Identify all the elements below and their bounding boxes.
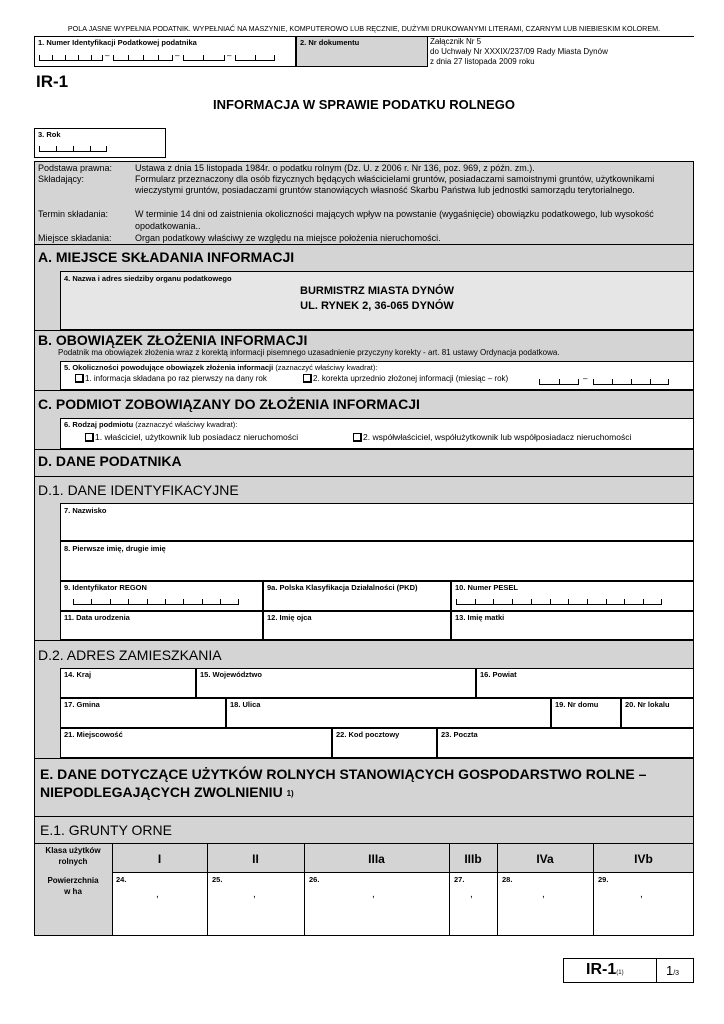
option-owner[interactable]: 1. właściciel, użytkownik lub posiadacz nieruchomości [85, 432, 298, 442]
house-number-field[interactable]: 19. Nr domu [551, 698, 621, 728]
area-field-26[interactable]: 26. , [305, 873, 449, 935]
nip-ticks-3 [183, 55, 225, 61]
document-number-field [296, 36, 428, 67]
correction-month-ticks[interactable] [539, 379, 579, 385]
deadline-text-2: opodatkowania.. [135, 221, 201, 231]
class-iva: IVa [536, 852, 554, 866]
locality-field[interactable]: 21. Miejscowość [60, 728, 332, 758]
top-notice: POLA JASNE WYPEŁNIA PODATNIK. WYPEŁNIAĆ NA MASZYNIE, KOMPUTEROWO LUB RĘCZNIE, DUŻYMI DRUKOWANYMI LITERAMI, CZARNYM LUB NIEBIESKIM KOLOREM. [67, 24, 661, 33]
field5-label: 5. Okoliczności powodujące obowiązek złożenia informacji [64, 363, 274, 372]
page-title: INFORMACJA W SPRAWIE PODATKU ROLNEGO [213, 97, 515, 112]
footer-box [563, 958, 694, 983]
area-field-27[interactable]: 27. , [450, 873, 497, 935]
section-d2-title: D.2. ADRES ZAMIESZKANIA [38, 647, 222, 663]
pesel-ticks [456, 599, 662, 605]
form-code: IR-1 [36, 72, 69, 91]
municipality-field[interactable]: 17. Gmina [60, 698, 226, 728]
year-label: 3. Rok [38, 130, 61, 139]
section-b-note: Podatnik ma obowiązek złożenia wraz z korektą informacji pisemnego uzasadnienie przyczyny korekty - art. 81 ustawy Ordynacja podatkowa. [58, 348, 560, 357]
field5-hint: (zaznaczyć właściwy kwadrat): [275, 363, 378, 372]
field6-box [60, 418, 694, 449]
arable-land-table [34, 843, 694, 936]
pkd-field[interactable]: 9a. Polska Klasyfikacja Działalności (PKD) [263, 581, 451, 611]
basis-text: Ustawa z dnia 15 listopada 1984r. o podatku rolnym (Dz. U. z 2006 r. Nr 136, poz. 969, z późn. zm.). [135, 163, 535, 173]
tax-office-field [60, 271, 694, 330]
office-line1: BURMISTRZ MIASTA DYNÓW [300, 285, 454, 297]
office-line2: UL. RYNEK 2, 36-065 DYNÓW [300, 300, 454, 312]
nip-field[interactable]: 1. Numer Identyfikacji Podatkowej podatnika – – – [34, 36, 296, 67]
year-field[interactable] [34, 128, 166, 158]
pesel-field[interactable]: 10. Numer PESEL [451, 581, 694, 611]
post-office-field[interactable]: 23. Poczta [437, 728, 694, 758]
section-e1-title: E.1. GRUNTY ORNE [40, 822, 172, 838]
deadline-label: Termin składania: [38, 209, 109, 219]
birth-date-field[interactable]: 11. Data urodzenia [60, 611, 263, 640]
field6-label: 6. Rodzaj podmiotu [64, 420, 134, 429]
class-iiia: IIIa [368, 852, 385, 866]
postal-code-field[interactable]: 22. Kod pocztowy [332, 728, 437, 758]
section-d1-title: D.1. DANE IDENTYFIKACYJNE [38, 482, 239, 498]
regon-ticks [73, 599, 239, 605]
voivodeship-field[interactable]: 15. Województwo [196, 668, 476, 698]
section-e-title-line1: E. DANE DOTYCZĄCE UŻYTKÓW ROLNYCH STANOWIĄCYCH GOSPODARSTWO ROLNE – [40, 766, 647, 782]
country-field[interactable]: 14. Kraj [60, 668, 196, 698]
filers-text-1: Formularz przeznaczony dla osób fizycznych będących właścicielami gruntów, posiadaczami samoistnymi gruntów, użytkownikami [135, 174, 655, 184]
field4-label: 4. Nazwa i adres siedziby organu podatkowego [64, 274, 232, 283]
place-label: Miejsce składania: [38, 233, 112, 243]
section-c-title: C. PODMIOT ZOBOWIĄZANY DO ZŁOŻENIA INFORMACJI [38, 396, 420, 412]
filers-text-2: wieczystymi gruntów, posiadaczami gruntów stanowiących własność Skarbu Państwa lub jednostki samorządu terytorialnego. [135, 185, 635, 195]
deadline-text-1: W terminie 14 dni od zaistnienia okoliczności mających wpływ na powstanie (wygaśnięcie) obowiązku podatkowego, lub wysokość [135, 209, 654, 219]
field5-box: 5. Okoliczności powodujące obowiązek złożenia informacji (zaznaczyć właściwy kwadrat): 1. informacja składana po raz pierwszy na dany rok 2. korekta uprzednio złożonej informacji (miesiąc – rok) – [60, 361, 694, 390]
option-correction[interactable]: 2. korekta uprzednio złożonej informacji (miesiąc – rok) [303, 374, 508, 383]
year-ticks [39, 146, 107, 152]
area-field-24[interactable]: 24. , [112, 873, 207, 935]
area-field-29[interactable]: 29. , [594, 873, 693, 935]
basis-label: Podstawa prawna: [38, 163, 113, 173]
mother-name-field[interactable]: 13. Imię matki [451, 611, 694, 640]
section-a-title: A. MIEJSCE SKŁADANIA INFORMACJI [38, 249, 295, 265]
page-number: 1/3 [666, 963, 680, 978]
county-field[interactable]: 16. Powiat [476, 668, 694, 698]
surname-field[interactable]: 7. Nazwisko [60, 503, 694, 541]
class-ii: II [252, 852, 259, 866]
place-text: Organ podatkowy właściwy ze względu na miejsce położenia nieruchomości. [135, 233, 441, 243]
regon-field[interactable]: 9. Identyfikator REGON [60, 581, 263, 611]
area-field-28[interactable]: 28. , [498, 873, 593, 935]
document-number-label: 2. Nr dokumentu [300, 38, 360, 47]
option-first-filing[interactable]: 1. informacja składana po raz pierwszy na dany rok [75, 374, 267, 383]
class-ivb: IVb [634, 852, 653, 866]
nip-ticks-1 [39, 55, 103, 61]
first-names-field[interactable]: 8. Pierwsze imię, drugie imię [60, 541, 694, 581]
class-iiib: IIIb [464, 852, 482, 866]
father-name-field[interactable]: 12. Imię ojca [263, 611, 451, 640]
nip-ticks-2 [113, 55, 173, 61]
nip-ticks-4 [235, 55, 275, 61]
section-b-title: B. OBOWIĄZEK ZŁOŻENIA INFORMACJI [38, 332, 308, 348]
checkbox-icon[interactable] [75, 374, 84, 383]
apartment-number-field[interactable]: 20. Nr lokalu [621, 698, 694, 728]
field6-hint: (zaznaczyć właściwy kwadrat): [135, 420, 238, 429]
section-e-title-line2: NIEPODLEGAJĄCYCH ZWOLNIENIU 1) [40, 784, 294, 800]
checkbox-icon[interactable] [85, 433, 94, 442]
section-d-title: D. DANE PODATNIKA [38, 453, 182, 469]
nip-label: 1. Numer Identyfikacji Podatkowej podatnika [38, 38, 197, 47]
class-header: Klasa użytków rolnych [45, 846, 101, 866]
annex-note: Załącznik Nr 5 do Uchwały Nr XXXIX/237/09 Rady Miasta Dynów z dnia 27 listopada 2009 roku [430, 37, 608, 66]
street-field[interactable]: 18. Ulica [226, 698, 551, 728]
checkbox-icon[interactable] [353, 433, 362, 442]
area-header: Powierzchnia w ha [47, 876, 99, 896]
option-co-owner[interactable]: 2. współwłaściciel, współużytkownik lub współposiadacz nieruchomości [353, 432, 631, 442]
filers-label: Składający: [38, 174, 85, 184]
checkbox-icon[interactable] [303, 374, 312, 383]
footer-form-code: IR-1(1) [586, 961, 624, 978]
area-field-25[interactable]: 25. , [208, 873, 304, 935]
correction-year-ticks[interactable] [593, 379, 669, 385]
class-i: I [157, 852, 162, 866]
